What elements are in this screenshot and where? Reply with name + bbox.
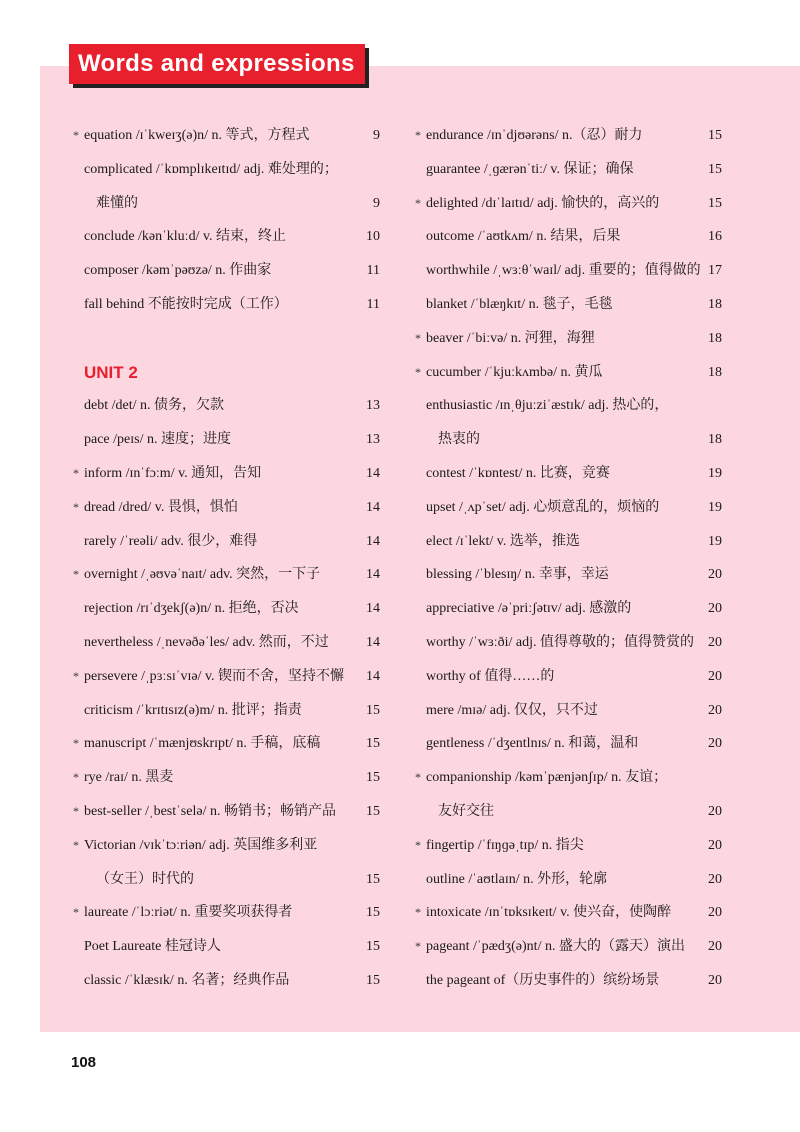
star-bullet-icon: * <box>415 770 421 785</box>
vocab-page-ref: 11 <box>366 263 380 279</box>
vocab-page-ref: 19 <box>708 465 722 481</box>
vocab-entry <box>70 525 382 559</box>
vocab-term: Poet Laureate 桂冠诗人 <box>84 939 221 955</box>
vocab-term: rye /raɪ/ n. 黑麦 <box>84 770 174 786</box>
vocab-entry <box>412 220 724 254</box>
star-bullet-icon: * <box>73 499 79 514</box>
vocab-page-ref: 18 <box>708 296 722 312</box>
vocab-page-ref: 9 <box>373 195 380 211</box>
vocab-term: best-seller /ˌbestˈselə/ n. 畅销书；畅销产品 <box>84 803 336 819</box>
vocab-term: elect /ɪˈlekt/ v. 选举，推选 <box>426 533 580 549</box>
vocab-page-ref: 15 <box>366 871 380 887</box>
star-bullet-icon: * <box>415 364 421 379</box>
vocab-page-ref: 15 <box>366 702 380 718</box>
star-bullet-icon: * <box>73 803 79 818</box>
vocab-entry <box>412 694 724 728</box>
vocab-entry <box>412 727 724 761</box>
section-spacer <box>70 322 382 356</box>
vocab-term: upset /ˌʌpˈset/ adj. 心烦意乱的，烦恼的 <box>426 499 660 515</box>
vocab-entry <box>70 795 382 829</box>
vocab-page-ref: 18 <box>708 330 722 346</box>
vocab-term: rejection /rɪˈdʒekʃ(ə)n/ n. 拒绝，否决 <box>84 601 299 617</box>
vocab-term: worthy of 值得……的 <box>426 668 555 684</box>
vocab-page-ref: 15 <box>366 972 380 988</box>
vocab-term: Victorian /vɪkˈtɔːriən/ adj. 英国维多利亚 <box>84 837 318 853</box>
vocab-page-ref: 13 <box>366 398 380 414</box>
star-bullet-icon: * <box>73 905 79 920</box>
vocab-term: pace /peɪs/ n. 速度；进度 <box>84 432 231 448</box>
vocab-term: gentleness /ˈdʒentlnɪs/ n. 和蔼，温和 <box>426 736 639 752</box>
star-bullet-icon: * <box>415 195 421 210</box>
vocab-term: equation /ɪˈkweɪʒ(ə)n/ n. 等式，方程式 <box>84 128 310 143</box>
vocab-entry <box>412 626 724 660</box>
vocab-page-ref: 20 <box>708 736 722 752</box>
vocab-term: the pageant of（历史事件的）缤纷场景 <box>426 972 660 988</box>
vocab-page-ref: 18 <box>708 364 722 380</box>
vocab-page-ref: 19 <box>708 499 722 515</box>
vocab-page-ref: 19 <box>708 533 722 549</box>
star-bullet-icon: * <box>415 905 421 920</box>
vocab-entry <box>70 660 382 694</box>
vocab-entry <box>412 457 724 491</box>
vocab-entry <box>412 288 724 322</box>
vocab-term: laureate /ˈlɔːriət/ n. 重要奖项获得者 <box>84 905 293 921</box>
vocab-term: classic /ˈklæsɪk/ n. 名著；经典作品 <box>84 972 290 988</box>
vocab-term: beaver /ˈbiːvə/ n. 河狸，海狸 <box>426 330 595 346</box>
vocab-page-ref: 14 <box>366 465 380 481</box>
vocab-entry <box>412 119 724 153</box>
vocab-page-ref: 14 <box>366 601 380 617</box>
vocab-term: blessing /ˈblesɪŋ/ n. 幸事，幸运 <box>426 567 609 583</box>
unit-heading: UNIT 2 <box>84 362 138 382</box>
vocab-entry <box>70 626 382 660</box>
vocab-entry <box>412 795 724 829</box>
vocab-page-ref: 20 <box>708 803 722 819</box>
vocab-page-ref: 20 <box>708 972 722 988</box>
vocab-term: endurance /ɪnˈdjʊərəns/ n.（忍）耐力 <box>426 128 643 143</box>
star-bullet-icon: * <box>73 128 79 142</box>
vocab-term: persevere /ˌpɜːsɪˈvɪə/ v. 锲而不舍，坚持不懈 <box>84 668 345 684</box>
vocab-page-ref: 16 <box>708 229 722 245</box>
vocab-entry <box>412 829 724 863</box>
vocab-term: guarantee /ˌɡærənˈtiː/ v. 保证；确保 <box>426 161 634 177</box>
vocab-term: appreciative /əˈpriːʃətɪv/ adj. 感激的 <box>426 601 632 617</box>
vocab-term: rarely /ˈreəli/ adv. 很少，难得 <box>84 533 258 549</box>
vocab-term: overnight /ˌəʊvəˈnaɪt/ adv. 突然，一下子 <box>84 567 321 583</box>
vocab-entry <box>70 187 382 221</box>
vocab-page-ref: 10 <box>366 229 380 245</box>
star-bullet-icon: * <box>73 736 79 751</box>
vocab-page-ref: 20 <box>708 601 722 617</box>
vocab-term: intoxicate /ɪnˈtɒksɪkeɪt/ v. 使兴奋，使陶醉 <box>426 905 672 921</box>
vocab-page-ref: 9 <box>373 128 380 143</box>
vocab-entry <box>70 863 382 897</box>
vocab-term: fall behind 不能按时完成（工作） <box>84 296 288 312</box>
vocab-page-ref: 11 <box>366 296 380 312</box>
vocab-page-ref: 15 <box>708 195 722 211</box>
vocab-entry <box>70 829 382 863</box>
vocab-page-ref: 14 <box>366 499 380 515</box>
vocab-entry-continuation: （女王）时代的 <box>96 871 194 887</box>
vocab-entry-continuation: 友好交往 <box>438 803 494 819</box>
star-bullet-icon: * <box>73 465 79 480</box>
vocab-entry <box>70 389 382 423</box>
vocab-term: outline /ˈaʊtlaɪn/ n. 外形，轮廓 <box>426 871 608 887</box>
vocab-entry <box>70 254 382 288</box>
vocab-term: mere /mɪə/ adj. 仅仅，只不过 <box>426 702 598 718</box>
vocab-entry <box>70 491 382 525</box>
vocab-entry <box>412 187 724 221</box>
vocab-term: enthusiastic /ɪnˌθjuːziˈæstɪk/ adj. 热心的， <box>426 398 669 414</box>
vocab-page-ref: 15 <box>708 128 722 143</box>
vocab-page-ref: 15 <box>366 770 380 786</box>
vocab-term: cucumber /ˈkjuːkʌmbə/ n. 黄瓜 <box>426 364 603 380</box>
vocab-term: inform /ɪnˈfɔːm/ v. 通知，告知 <box>84 465 262 481</box>
vocab-term: manuscript /ˈmænjʊskrɪpt/ n. 手稿，底稿 <box>84 736 321 752</box>
star-bullet-icon: * <box>415 837 421 852</box>
vocab-page-ref: 15 <box>366 803 380 819</box>
vocab-entry <box>70 153 382 187</box>
star-bullet-icon: * <box>415 939 421 954</box>
vocab-entry <box>70 896 382 930</box>
vocab-page-ref: 20 <box>708 905 722 921</box>
vocab-entry-continuation: 难懂的 <box>96 195 138 211</box>
vocab-page-ref: 15 <box>708 161 722 177</box>
vocab-term: worthy /ˈwɜːði/ adj. 值得尊敬的；值得赞赏的 <box>426 634 694 650</box>
vocab-entry <box>412 660 724 694</box>
vocab-entry <box>412 322 724 356</box>
star-bullet-icon: * <box>73 837 79 852</box>
vocab-entry <box>70 592 382 626</box>
vocab-page-ref: 14 <box>366 533 380 549</box>
vocab-entry <box>70 727 382 761</box>
vocab-term: criticism /ˈkrɪtɪsɪz(ə)m/ n. 批评；指责 <box>84 702 302 718</box>
vocab-entry <box>412 896 724 930</box>
vocab-page-ref: 14 <box>366 668 380 684</box>
right-column <box>412 119 724 998</box>
vocab-term: fingertip /ˈfɪŋɡəˌtɪp/ n. 指尖 <box>426 837 584 853</box>
vocab-entry <box>412 592 724 626</box>
vocab-entry <box>412 930 724 964</box>
vocab-entry <box>70 964 382 998</box>
vocab-entry <box>412 525 724 559</box>
vocab-page-ref: 20 <box>708 702 722 718</box>
vocab-page-ref: 20 <box>708 567 722 583</box>
vocab-entry <box>412 254 724 288</box>
vocab-entry <box>412 761 724 795</box>
vocab-page-ref: 20 <box>708 634 722 650</box>
vocab-page-ref: 20 <box>708 939 722 955</box>
vocab-page-ref: 15 <box>366 736 380 752</box>
vocab-entry <box>412 558 724 592</box>
vocab-entry <box>70 694 382 728</box>
vocab-term: worthwhile /ˌwɜːθˈwaɪl/ adj. 重要的；值得做的 <box>426 263 701 279</box>
vocab-entry <box>70 558 382 592</box>
vocab-entry <box>70 761 382 795</box>
vocab-page-ref: 20 <box>708 668 722 684</box>
vocab-entry <box>70 119 382 153</box>
vocab-entry <box>412 389 724 423</box>
vocab-term: nevertheless /ˌnevəðəˈles/ adv. 然而，不过 <box>84 634 329 650</box>
vocab-entry <box>412 153 724 187</box>
vocab-entry <box>412 423 724 457</box>
vocab-term: debt /det/ n. 债务，欠款 <box>84 398 224 414</box>
vocab-page-ref: 18 <box>708 432 722 448</box>
vocab-term: conclude /kənˈkluːd/ v. 结束，终止 <box>84 229 287 245</box>
vocab-page-ref: 13 <box>366 432 380 448</box>
vocab-entry <box>412 356 724 390</box>
vocab-term: dread /dred/ v. 畏惧，惧怕 <box>84 499 238 515</box>
vocab-entry <box>70 288 382 322</box>
vocab-term: companionship /kəmˈpænjənʃɪp/ n. 友谊； <box>426 770 668 786</box>
vocab-page-ref: 20 <box>708 871 722 887</box>
vocab-entry <box>412 964 724 998</box>
vocab-page-ref: 17 <box>708 263 722 279</box>
star-bullet-icon: * <box>73 770 79 785</box>
vocab-term: delighted /dɪˈlaɪtɪd/ adj. 愉快的，高兴的 <box>426 195 660 211</box>
vocab-page-ref: 15 <box>366 939 380 955</box>
page-title: Words and expressions <box>78 50 355 77</box>
vocab-entry <box>70 423 382 457</box>
vocab-entry-continuation: 热衷的 <box>438 432 480 448</box>
page-number: 108 <box>71 1054 97 1071</box>
vocab-term: composer /kəmˈpəʊzə/ n. 作曲家 <box>84 263 272 279</box>
left-column <box>70 119 382 998</box>
vocab-page-ref: 14 <box>366 567 380 583</box>
vocab-term: pageant /ˈpædʒ(ə)nt/ n. 盛大的（露天）演出 <box>426 939 685 955</box>
vocab-entry <box>70 457 382 491</box>
star-bullet-icon: * <box>73 668 79 683</box>
vocab-entry <box>412 863 724 897</box>
vocab-entry <box>412 491 724 525</box>
star-bullet-icon: * <box>415 330 421 345</box>
vocab-term: complicated /ˈkɒmplɪkeɪtɪd/ adj. 难处理的； <box>84 161 338 177</box>
star-bullet-icon: * <box>415 128 421 142</box>
vocab-page-ref: 20 <box>708 837 722 853</box>
vocab-entry <box>70 220 382 254</box>
vocab-page-ref: 15 <box>366 905 380 921</box>
vocab-term: outcome /ˈaʊtkʌm/ n. 结果，后果 <box>426 229 621 245</box>
vocab-term: contest /ˈkɒntest/ n. 比赛，竞赛 <box>426 465 610 481</box>
star-bullet-icon: * <box>73 567 79 582</box>
vocab-term: blanket /ˈblæŋkɪt/ n. 毯子，毛毯 <box>426 296 613 312</box>
vocab-entry <box>70 930 382 964</box>
vocab-page-ref: 14 <box>366 634 380 650</box>
